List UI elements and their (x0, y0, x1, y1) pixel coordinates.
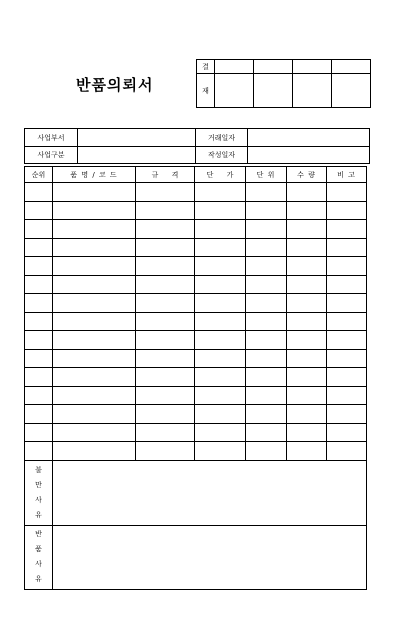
col-header-price: 단 가 (195, 167, 246, 183)
complaint-reason-char: 불 (35, 465, 42, 474)
department-field[interactable] (78, 129, 196, 147)
unit-cell[interactable] (246, 294, 287, 313)
label-business-type: 사업구분 (25, 147, 78, 164)
items-table (24, 166, 367, 590)
complaint-reason-field[interactable] (53, 460, 367, 525)
signature-cell[interactable] (332, 74, 371, 108)
unit-cell[interactable] (246, 405, 287, 424)
unit-cell[interactable] (246, 238, 287, 257)
spec-cell[interactable] (136, 257, 195, 276)
spec-cell[interactable] (136, 312, 195, 331)
approval-label-top: 결 (197, 60, 215, 74)
rank-cell[interactable] (25, 423, 53, 442)
signature-cell[interactable] (293, 74, 332, 108)
item-cell[interactable] (53, 368, 136, 387)
unit-cell[interactable] (246, 368, 287, 387)
complaint-reason-row (25, 460, 367, 525)
item-row (25, 183, 367, 202)
rank-cell[interactable] (25, 238, 53, 257)
return-reason-field[interactable] (53, 525, 367, 589)
complaint-reason-label (25, 460, 53, 525)
return-reason-label (25, 525, 53, 589)
unit-cell[interactable] (246, 275, 287, 294)
spec-cell[interactable] (136, 442, 195, 461)
qty-cell[interactable] (287, 386, 327, 405)
note-cell[interactable] (327, 442, 367, 461)
spec-cell[interactable] (136, 331, 195, 350)
item-row (25, 294, 367, 313)
item-row (25, 405, 367, 424)
item-row (25, 257, 367, 276)
item-cell[interactable] (53, 312, 136, 331)
approval-label-bottom: 재 (197, 74, 215, 108)
rank-cell[interactable] (25, 405, 53, 424)
complaint-reason-char: 만 (35, 480, 42, 489)
complaint-reason-char: 사 (35, 495, 42, 504)
price-cell[interactable] (195, 312, 246, 331)
approval-cell[interactable] (332, 60, 371, 74)
spec-cell[interactable] (136, 220, 195, 239)
rank-cell[interactable] (25, 294, 53, 313)
note-cell[interactable] (327, 405, 367, 424)
return-reason-row (25, 525, 367, 589)
qty-cell[interactable] (287, 349, 327, 368)
item-cell[interactable] (53, 423, 136, 442)
spec-cell[interactable] (136, 183, 195, 202)
rank-cell[interactable] (25, 349, 53, 368)
item-cell[interactable] (53, 201, 136, 220)
write-date-field[interactable] (248, 147, 370, 164)
spec-cell[interactable] (136, 201, 195, 220)
spec-cell[interactable] (136, 386, 195, 405)
price-cell[interactable] (195, 331, 246, 350)
qty-cell[interactable] (287, 368, 327, 387)
approval-cell[interactable] (215, 60, 254, 74)
unit-cell[interactable] (246, 183, 287, 202)
unit-cell[interactable] (246, 386, 287, 405)
qty-cell[interactable] (287, 238, 327, 257)
col-header-qty: 수 량 (287, 167, 327, 183)
price-cell[interactable] (195, 220, 246, 239)
item-row (25, 349, 367, 368)
unit-cell[interactable] (246, 423, 287, 442)
item-cell[interactable] (53, 238, 136, 257)
approval-cell[interactable] (254, 60, 293, 74)
item-cell[interactable] (53, 331, 136, 350)
note-cell[interactable] (327, 220, 367, 239)
label-trade-date: 거래일자 (196, 129, 248, 147)
rank-cell[interactable] (25, 220, 53, 239)
unit-cell[interactable] (246, 442, 287, 461)
qty-cell[interactable] (287, 442, 327, 461)
item-cell[interactable] (53, 349, 136, 368)
rank-cell[interactable] (25, 386, 53, 405)
item-cell[interactable] (53, 386, 136, 405)
item-cell[interactable] (53, 220, 136, 239)
qty-cell[interactable] (287, 257, 327, 276)
complaint-reason-char: 유 (35, 510, 42, 519)
note-cell[interactable] (327, 201, 367, 220)
signature-cell[interactable] (215, 74, 254, 108)
price-cell[interactable] (195, 294, 246, 313)
price-cell[interactable] (195, 349, 246, 368)
signature-cell[interactable] (254, 74, 293, 108)
qty-cell[interactable] (287, 312, 327, 331)
spec-cell[interactable] (136, 275, 195, 294)
header-row (25, 167, 367, 183)
rank-cell[interactable] (25, 331, 53, 350)
spec-cell[interactable] (136, 405, 195, 424)
spec-cell[interactable] (136, 238, 195, 257)
spec-cell[interactable] (136, 423, 195, 442)
price-cell[interactable] (195, 368, 246, 387)
note-cell[interactable] (327, 275, 367, 294)
return-reason-char: 유 (35, 575, 42, 583)
item-row (25, 238, 367, 257)
note-cell[interactable] (327, 386, 367, 405)
return-reason-char: 사 (35, 560, 42, 568)
qty-cell[interactable] (287, 294, 327, 313)
item-row (25, 423, 367, 442)
rank-cell[interactable] (25, 312, 53, 331)
item-cell[interactable] (53, 405, 136, 424)
price-cell[interactable] (195, 442, 246, 461)
qty-cell[interactable] (287, 275, 327, 294)
item-row (25, 442, 367, 461)
item-row (25, 312, 367, 331)
spec-cell[interactable] (136, 294, 195, 313)
qty-cell[interactable] (287, 201, 327, 220)
item-row (25, 331, 367, 350)
label-department: 사업부서 (25, 129, 78, 147)
qty-cell[interactable] (287, 220, 327, 239)
price-cell[interactable] (195, 423, 246, 442)
item-cell[interactable] (53, 257, 136, 276)
return-reason-char: 반 (35, 530, 42, 538)
unit-cell[interactable] (246, 201, 287, 220)
item-cell[interactable] (53, 183, 136, 202)
item-row (25, 201, 367, 220)
price-cell[interactable] (195, 238, 246, 257)
price-cell[interactable] (195, 386, 246, 405)
unit-cell[interactable] (246, 220, 287, 239)
item-cell[interactable] (53, 442, 136, 461)
col-header-note: 비 고 (327, 167, 367, 183)
item-cell[interactable] (53, 294, 136, 313)
trade-date-field[interactable] (248, 129, 370, 147)
rank-cell[interactable] (25, 442, 53, 461)
price-cell[interactable] (195, 183, 246, 202)
item-row (25, 386, 367, 405)
rank-cell[interactable] (25, 257, 53, 276)
info-table (24, 128, 370, 164)
note-cell[interactable] (327, 257, 367, 276)
note-cell[interactable] (327, 238, 367, 257)
spec-cell[interactable] (136, 349, 195, 368)
note-cell[interactable] (327, 312, 367, 331)
price-cell[interactable] (195, 405, 246, 424)
note-cell[interactable] (327, 294, 367, 313)
item-row (25, 275, 367, 294)
spec-cell[interactable] (136, 368, 195, 387)
rank-cell[interactable] (25, 275, 53, 294)
rank-cell[interactable] (25, 183, 53, 202)
qty-cell[interactable] (287, 405, 327, 424)
col-header-rank: 순위 (25, 167, 53, 183)
item-cell[interactable] (53, 275, 136, 294)
unit-cell[interactable] (246, 349, 287, 368)
note-cell[interactable] (327, 423, 367, 442)
rank-cell[interactable] (25, 201, 53, 220)
note-cell[interactable] (327, 331, 367, 350)
rank-cell[interactable] (25, 368, 53, 387)
item-row (25, 220, 367, 239)
approval-cell[interactable] (293, 60, 332, 74)
col-header-unit: 단 위 (246, 167, 287, 183)
page-title: 반품의뢰서 (76, 76, 154, 94)
qty-cell[interactable] (287, 331, 327, 350)
unit-cell[interactable] (246, 331, 287, 350)
price-cell[interactable] (195, 257, 246, 276)
unit-cell[interactable] (246, 257, 287, 276)
qty-cell[interactable] (287, 423, 327, 442)
qty-cell[interactable] (287, 183, 327, 202)
return-reason-char: 품 (35, 545, 42, 553)
price-cell[interactable] (195, 201, 246, 220)
note-cell[interactable] (327, 183, 367, 202)
business-type-field[interactable] (78, 147, 196, 164)
price-cell[interactable] (195, 275, 246, 294)
note-cell[interactable] (327, 349, 367, 368)
col-header-item: 품 명 / 코 드 (53, 167, 136, 183)
unit-cell[interactable] (246, 312, 287, 331)
note-cell[interactable] (327, 368, 367, 387)
label-write-date: 작성일자 (196, 147, 248, 164)
item-row (25, 368, 367, 387)
approval-box (196, 59, 371, 108)
col-header-spec: 규 격 (136, 167, 195, 183)
